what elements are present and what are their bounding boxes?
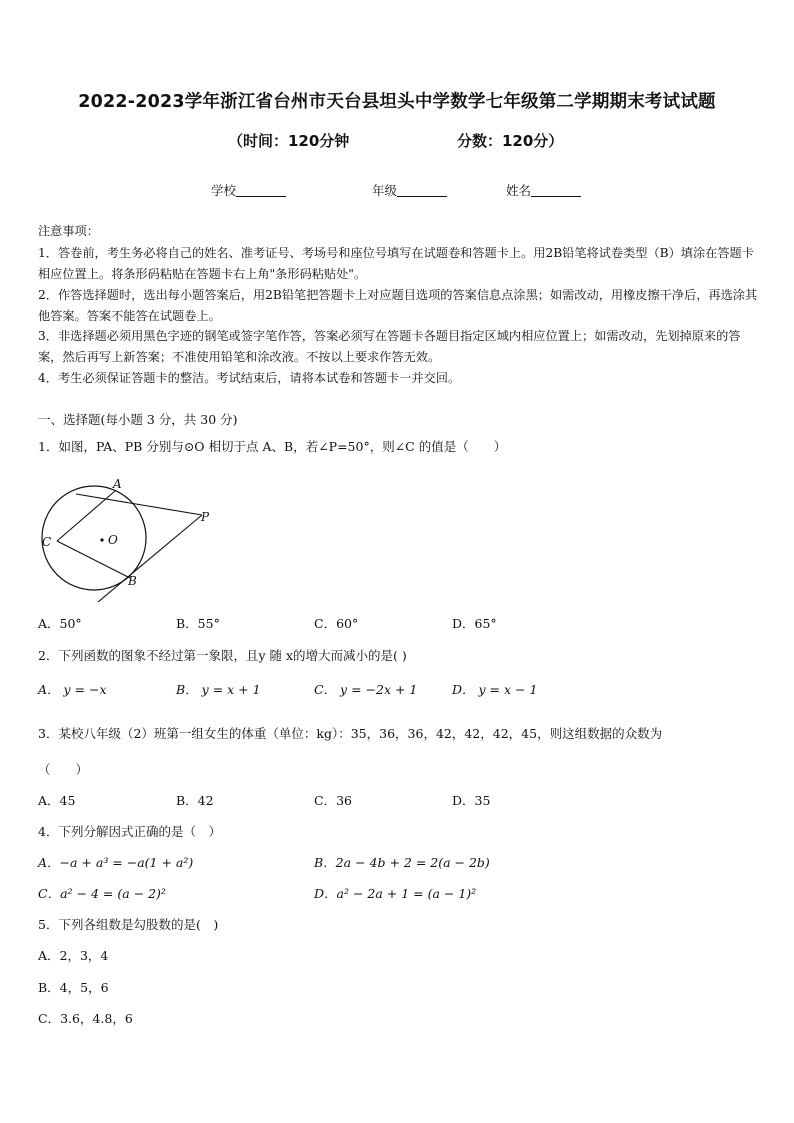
q2-option-d: D． y = x − 1 [452,682,538,697]
q3-option-c: C．36 [314,793,352,808]
label-b: B [128,574,137,588]
exam-score: 分数：120分） [457,132,564,150]
name-blank [531,183,581,197]
q3-option-d: D．35 [452,793,491,808]
question-2-stem: 2．下列函数的图象不经过第一象限，且y 随 x的增大而减小的是( ) [38,648,407,663]
q5-option-b: B．4，5，6 [38,980,109,995]
chord-cb [57,541,130,578]
notice-item-2: 2．作答选择题时，选出每小题答案后，用2B铅笔把答题卡上对应题目选项的答案信息点涂黑；如需改动，用橡皮擦干净后，再选涂其他答案。答案不能答在试题卷上。 [38,288,758,323]
q2-option-a: A． y = −x [38,682,107,697]
tangent-line-pb [98,515,202,602]
exam-title: 2022-2023学年浙江省台州市天台县坦头中学数学七年级第二学期期末考试试题 [78,92,716,112]
question-5-stem: 5．下列各组数是勾股数的是( ) [38,917,219,932]
question-1-stem: 1．如图，PA、PB 分别与⊙O 相切于点 A、B，若∠P=50°，则∠C 的值是（ ） [38,439,507,454]
q4-option-d: D．a² − 2a + 1 = (a − 1)² [314,886,477,901]
q4-option-a: A．−a + a³ = −a(1 + a²) [38,855,194,870]
q2-option-c: C． y = −2x + 1 [314,682,418,697]
label-a: A [113,477,122,491]
q4-option-c: C．a² − 4 = (a − 2)² [38,886,166,901]
grade-field [372,181,447,199]
notice-item-3: 3．非选择题必须用黑色字迹的钢笔或签字笔作答，答案必须写在答题卡各题目指定区域内相应位置上；如需改动，先划掉原来的答案，然后再写上新答案；不准使用铅笔和涂改液。不按以上要求作答无效。 [38,329,741,364]
q2-option-b: B． y = x + 1 [176,682,261,697]
q3-option-b: B．42 [176,793,214,808]
q5-option-a: A．2，3，4 [38,948,109,963]
question-3-stem-cont: （ ） [38,762,89,777]
label-c: C [42,535,52,549]
q1-option-d: D．65° [452,616,497,631]
label-o: O [108,533,118,547]
label-p: P [201,510,210,524]
q3-option-a: A．45 [38,793,76,808]
notice-item-4: 4．考生必须保证答题卡的整洁。考试结束后，请将本试卷和答题卡一并交回。 [38,371,461,385]
notice-heading: 注意事项： [38,224,99,238]
school-label: 学校 [211,183,237,198]
school-field [211,181,286,199]
section-heading: 一、选择题(每小题 3 分，共 30 分) [38,412,238,427]
grade-label: 年级 [372,183,398,198]
question-4-stem: 4．下列分解因式正确的是（ ） [38,824,221,839]
q1-option-b: B．55° [176,616,220,631]
grade-blank [397,183,447,197]
center-point [100,538,103,541]
q4-option-b: B．2a − 4b + 2 = 2(a − 2b) [314,855,490,870]
q5-option-c: C．3.6，4.8，6 [38,1011,133,1026]
name-field [506,181,581,199]
question-3-stem: 3．某校八年级（2）班第一组女生的体重（单位：kg）：35，36，36，42，42，42，45，则这组数据的众数为 [38,726,663,741]
chord-ca [57,491,115,541]
exam-time: （时间：120分钟 [228,132,350,150]
name-label: 姓名 [506,183,532,198]
tangent-circle-figure [36,474,216,602]
q1-option-c: C．60° [314,616,359,631]
q1-option-a: A．50° [38,616,82,631]
notice-item-1: 1．答卷前，考生务必将自己的姓名、准考证号、考场号和座位号填写在试题卷和答题卡上。用2B铅笔将试卷类型（B）填涂在答题卡相应位置上。将条形码粘贴在答题卡右上角"条形码粘贴处"。 [38,246,754,281]
school-blank [236,183,286,197]
